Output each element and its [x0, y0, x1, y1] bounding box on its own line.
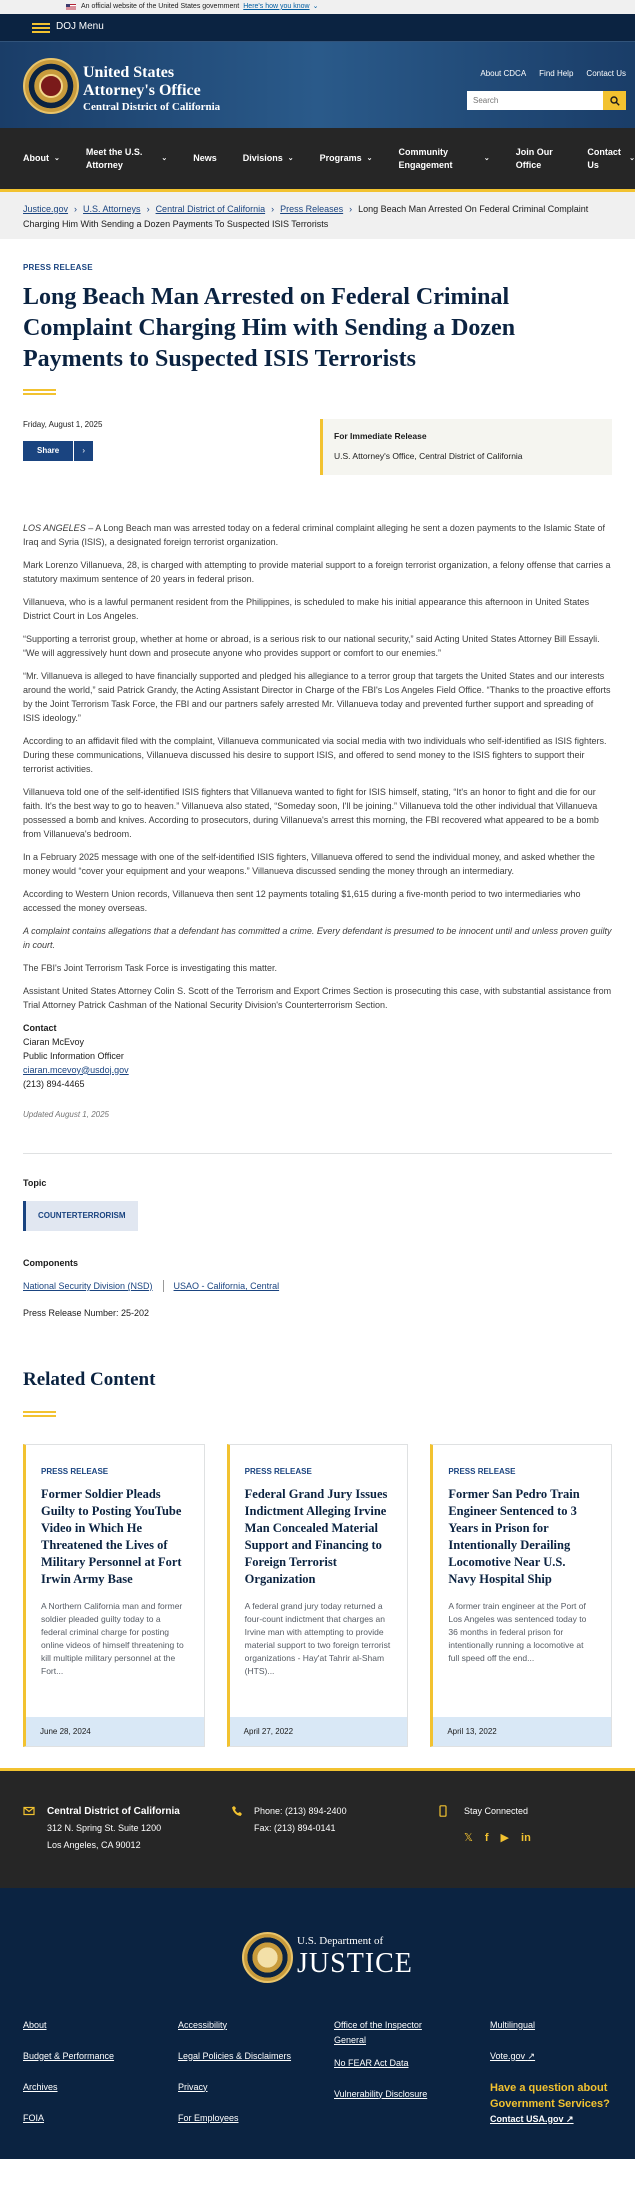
contact-usa-label: Contact USA.gov: [490, 2113, 564, 2124]
page-title: Long Beach Man Arrested on Federal Criminal Complaint Charging Him with Sending a Dozen Payments to Suspected ISIS Terrorists: [23, 283, 516, 372]
contact-us-link[interactable]: Contact Us: [586, 69, 626, 78]
disclaimer-text: A complaint contains allegations that a defendant has committed a crime. Every defendant is presumed to be innocent until and unless proven guilty in court.: [23, 925, 612, 950]
nav-community-engagement[interactable]: [399, 146, 490, 172]
nav-about[interactable]: [23, 152, 60, 165]
nav-contact-us[interactable]: [587, 146, 635, 172]
address-line2: Los Angeles, CA 90012: [47, 1839, 141, 1850]
related-card[interactable]: [430, 1444, 612, 1747]
footer-link-archives[interactable]: Archives: [23, 2081, 58, 2092]
card-date: June 28, 2024: [26, 1717, 204, 1746]
breadcrumb-press-releases[interactable]: Press Releases: [280, 204, 344, 214]
updated-date: Updated August 1, 2025: [23, 1109, 109, 1119]
nav-label: News: [193, 153, 217, 163]
footer-link-accessibility[interactable]: Accessibility: [178, 2019, 228, 2030]
social-links: [464, 1830, 531, 1847]
nav-divisions[interactable]: [243, 152, 294, 165]
nav-label: Divisions: [242, 153, 283, 163]
mail-icon: [23, 1805, 35, 1817]
footer-col-1: [23, 2018, 114, 2142]
chevron-right-icon: ›: [271, 204, 275, 214]
footer-link-foia[interactable]: FOIA: [23, 2112, 45, 2123]
card-title[interactable]: Federal Grand Jury Issues Indictment Alleging Irvine Man Concealed Material Support and Financing to Foreign Terrorist Organization: [244, 1487, 388, 1587]
site-title-district: Central District of California: [83, 101, 221, 113]
chevron-down-icon: ⌄: [366, 155, 373, 162]
paragraph: The FBI's Joint Terrorism Task Force is investigating this matter.: [23, 962, 277, 973]
contact-title: Public Information Officer: [23, 1050, 124, 1061]
chevron-down-icon: ⌄: [287, 155, 294, 162]
chevron-right-icon: ›: [73, 441, 93, 461]
chevron-down-icon: ⌄: [161, 155, 168, 162]
facebook-icon[interactable]: f: [484, 1831, 489, 1844]
release-office: U.S. Attorney's Office, Central District of California: [334, 450, 523, 461]
separator: [163, 1280, 164, 1292]
search-form: [467, 91, 626, 110]
office-address: [47, 1803, 180, 1854]
paragraph: [23, 521, 612, 549]
main-content: [0, 262, 635, 1747]
component-link-nsd[interactable]: National Security Division (NSD): [23, 1280, 153, 1291]
components-heading: Components: [23, 1257, 78, 1268]
footer-col-2: [178, 2018, 291, 2142]
breadcrumb-cdca[interactable]: Central District of California: [155, 204, 266, 214]
contact-block: [23, 1021, 612, 1091]
footer-link-oig[interactable]: Office of the Inspector General: [334, 2019, 422, 2045]
divider: [23, 1153, 612, 1154]
office-phone-fax: [254, 1803, 347, 1837]
dateline: LOS ANGELES: [23, 522, 86, 533]
x-twitter-icon[interactable]: 𝕏: [464, 1831, 473, 1844]
component-link-usao-central[interactable]: USAO - California, Central: [173, 1280, 280, 1291]
hamburger-icon[interactable]: [32, 23, 50, 33]
footer-link-vote-gov[interactable]: [490, 2049, 620, 2064]
chevron-right-icon: ›: [349, 204, 353, 214]
chevron-down-icon: ⌄: [483, 155, 490, 162]
article-body: [23, 521, 612, 1012]
nav-label: Meet the U.S. Attorney: [85, 146, 143, 170]
site-title[interactable]: [83, 64, 220, 114]
topic-tag-counterterrorism[interactable]: COUNTERTERRORISM: [23, 1201, 138, 1231]
usao-seal-logo[interactable]: [23, 58, 79, 114]
card-summary: A Northern California man and former soldier pleaded guilty today to a federal criminal charge for posting online videos of himself threatening to kill multiple military personnel at the Fort...: [41, 1601, 184, 1677]
stay-connected: [464, 1803, 531, 1847]
nav-join-our-office[interactable]: [516, 146, 562, 172]
doj-wordmark-big: JUSTICE: [297, 1948, 413, 1980]
search-input[interactable]: [467, 91, 603, 110]
external-link-icon: ↗: [566, 2113, 574, 2124]
gov-banner: [0, 0, 635, 14]
footer-link-no-fear[interactable]: No FEAR Act Data: [334, 2057, 409, 2068]
title-divider: [23, 389, 56, 395]
contact-phone: (213) 894-4465: [23, 1078, 85, 1089]
card-title[interactable]: Former Soldier Pleads Guilty to Posting YouTube Video in Which He Threatened the Lives of Military Personnel at Fort Irwin Army Base: [41, 1487, 182, 1587]
nav-label: Contact Us: [587, 146, 621, 170]
contact-email-link[interactable]: ciaran.mcevoy@usdoj.gov: [23, 1064, 129, 1075]
nav-programs[interactable]: [320, 152, 373, 165]
components-links: [23, 1280, 612, 1293]
footer-link-legal-policies[interactable]: Legal Policies & Disclaimers: [178, 2050, 292, 2061]
related-heading: Related Content: [23, 1368, 156, 1390]
about-cdca-link[interactable]: About CDCA: [480, 69, 527, 78]
doj-menu-bar: [0, 14, 635, 41]
nav-news[interactable]: [193, 152, 217, 165]
footer-link-contact-usa[interactable]: [490, 2112, 620, 2127]
footer-link-budget[interactable]: Budget & Performance: [23, 2050, 115, 2061]
footer-col-4: [490, 2018, 620, 2143]
site-title-line1: United States: [83, 64, 175, 81]
nav-label: Join Our Office: [515, 146, 553, 170]
disclaimer: [23, 924, 612, 952]
footer-link-for-employees[interactable]: For Employees: [178, 2112, 239, 2123]
card-summary: A former train engineer at the Port of Los Angeles was sentenced today to 36 months in federal prison for intentionally running a locomotive at full speed off the end...: [448, 1601, 587, 1664]
paragraph: Villanueva, who is a lawful permanent resident from the Philippines, is scheduled to make his initial appearance this afternoon in United States District Court in Los Angeles.: [23, 596, 590, 621]
government-services-question: Have a question about Government Services?: [490, 2081, 610, 2110]
paragraph: Assistant United States Attorney Colin S. Scott of the Terrorism and Export Crimes Section is prosecuting this case, with substantial assistance from Trial Attorney Patrick Cashman of the National Security Division's Counterterrorism Section.: [23, 985, 612, 1010]
main-nav: [0, 128, 635, 192]
search-button[interactable]: [603, 91, 626, 110]
breadcrumb-us-attorneys[interactable]: U.S. Attorneys: [83, 204, 141, 214]
search-icon: [610, 96, 620, 106]
card-title[interactable]: Former San Pedro Train Engineer Sentenced to 3 Years in Prison for Intentionally Derailing Locomotive Near U.S. Navy Hospital Ship: [448, 1487, 580, 1587]
release-info-box: [320, 419, 612, 475]
footer-link-vulnerability[interactable]: Vulnerability Disclosure: [334, 2088, 428, 2099]
footer-link-privacy[interactable]: Privacy: [178, 2081, 208, 2092]
breadcrumb: [0, 192, 635, 239]
doj-menu-button[interactable]: DOJ Menu: [56, 21, 104, 33]
address-line1: 312 N. Spring St. Suite 1200: [47, 1822, 162, 1833]
footer-link-multilingual[interactable]: Multilingual: [490, 2019, 536, 2030]
card-eyebrow: PRESS RELEASE: [448, 1466, 516, 1476]
nav-label: About: [23, 153, 49, 163]
us-flag-icon: [66, 4, 76, 10]
site-title-line2: Attorney's Office: [83, 82, 201, 99]
release-heading: For Immediate Release: [334, 430, 427, 441]
article-meta: [23, 419, 612, 475]
vote-gov-label: Vote.gov: [490, 2050, 526, 2061]
linkedin-icon[interactable]: in: [521, 1831, 531, 1844]
paragraph: “Supporting a terrorist group, whether at home or abroad, is a serious risk to our national security,” said Acting United States Attorney Bill Essayli. “We will aggressively hunt down and prosecute anyone who provides support or comfort to our enemies.”: [23, 633, 600, 658]
article-eyebrow: PRESS RELEASE: [23, 263, 93, 272]
external-link-icon: ↗: [527, 2050, 536, 2061]
contact-heading: Contact: [23, 1022, 57, 1033]
chevron-down-icon[interactable]: ⌄: [312, 2, 319, 10]
card-summary: A federal grand jury today returned a four-count indictment that charges an Irvine man with attempting to provide material support to two foreign terrorist organizations - Hay'at Tahrir al-Sham (HTS)...: [244, 1601, 391, 1677]
topic-heading: Topic: [23, 1178, 47, 1189]
share-label: Share: [23, 441, 73, 461]
chevron-right-icon: ›: [146, 204, 150, 214]
related-cards: [23, 1444, 612, 1747]
paragraph: Mark Lorenzo Villanueva, 28, is charged with attempting to provide material support to a foreign terrorist organization, a felony offense that carries a statutory maximum sentence of 20 years in federal prison.: [23, 559, 611, 584]
office-fax: Fax: (213) 894-0141: [254, 1822, 336, 1833]
find-help-link[interactable]: Find Help: [539, 69, 574, 78]
card-eyebrow: PRESS RELEASE: [41, 1466, 109, 1476]
youtube-icon[interactable]: ▶: [500, 1831, 510, 1844]
gov-banner-text: An official website of the United States government: [81, 2, 240, 10]
card-eyebrow: PRESS RELEASE: [244, 1466, 312, 1476]
office-phone[interactable]: Phone: (213) 894-2400: [254, 1805, 347, 1816]
paragraph: Villanueva told one of the self-identified ISIS fighters that Villanueva wanted to fight for ISIS himself, stating, “It's an honor to fight and die for our faith. It's the best way to go to heaven.” Villanueva also stated, “Someday soon, I'll be joining.” Villanueva told the other individual that Villanueva possessed a bomb and knives. According to prosecutors, during Villanueva's arrest this morning, the FBI recovered what appeared to be a bomb from Villanueva's bedroom.: [23, 786, 599, 839]
footer-office-info: [0, 1768, 635, 1888]
card-date: April 13, 2022: [433, 1717, 611, 1746]
doj-seal-logo[interactable]: [242, 1932, 293, 1983]
doj-footer: [0, 1888, 635, 2159]
chevron-down-icon: ⌄: [629, 155, 635, 162]
office-name: Central District of California: [47, 1805, 180, 1817]
related-divider: [23, 1411, 56, 1417]
site-header: [0, 41, 635, 128]
paragraph: In a February 2025 message with one of the self-identified ISIS fighters, Villanueva offered to send the individual money, and asked whether the money would “cover your equipment and your weapons.” Villanueva discussed sending the money through an intermediary.: [23, 851, 595, 876]
utility-links: [480, 68, 626, 80]
paragraph: According to Western Union records, Villanueva then sent 12 payments totaling $1,615 during a five-month period to two intermediaries who accessed the money overseas.: [23, 888, 581, 913]
press-release-number: Press Release Number: 25-202: [23, 1307, 150, 1318]
chevron-right-icon: ›: [74, 204, 78, 214]
doj-wordmark[interactable]: [297, 1934, 413, 1980]
paragraph: According to an affidavit filed with the complaint, Villanueva communicated via social media with two individuals who self-identified as ISIS fighters. During these communications, Villanueva discussed his desire to support ISIS, and offered to send money to the ISIS fighters to support their terrorist activities.: [23, 735, 607, 774]
breadcrumb-justice-gov[interactable]: Justice.gov: [23, 204, 69, 214]
stay-connected-label: Stay Connected: [464, 1805, 529, 1816]
paragraph: “Mr. Villanueva is alleged to have financially supported and pledged his allegiance to a terror group that targets the United States and our interests around the world,” said Patrick Grandy, the Acting Assistant Director in Charge of the FBI's Los Angeles Field Office. “Thanks to the proactive efforts by the Joint Terrorism Task Force, the FBI and our partners safely arrested Mr. Villanueva today and prevented further support and spreading of ISIS ideology.”: [23, 670, 611, 723]
mobile-icon: [437, 1805, 449, 1817]
nav-meet-us-attorney[interactable]: [86, 146, 167, 172]
phone-icon: [231, 1805, 243, 1817]
article-date: Friday, August 1, 2025: [23, 419, 103, 429]
contact-name: Ciaran McEvoy: [23, 1036, 85, 1047]
nav-label: Programs: [319, 153, 362, 163]
chevron-down-icon: ⌄: [54, 155, 60, 162]
related-card[interactable]: [227, 1444, 409, 1747]
paragraph-text: – A Long Beach man was arrested today on a federal criminal complaint alleging he sent a dozen payments to the Islamic State of Iraq and Syria (ISIS), a designated foreign terrorist organization.: [23, 522, 606, 547]
card-date: April 27, 2022: [230, 1717, 408, 1746]
footer-link-about[interactable]: About: [23, 2019, 47, 2030]
breadcrumb-current: Long Beach Man Arrested On Federal Criminal Complaint Charging Him With Sending a Dozen Payments To Suspected ISIS Terrorists: [23, 204, 589, 229]
nav-label: Community Engagement: [398, 146, 453, 170]
gov-banner-link[interactable]: Here's how you know: [243, 2, 310, 10]
related-card[interactable]: [23, 1444, 205, 1747]
share-button[interactable]: [23, 441, 93, 461]
footer-col-3: [334, 2018, 454, 2118]
doj-wordmark-small: U.S. Department of: [297, 1934, 384, 1947]
